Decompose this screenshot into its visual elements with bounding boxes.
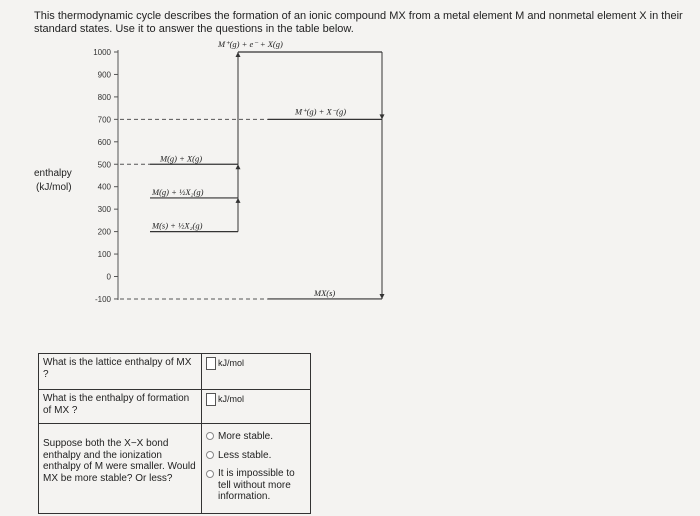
questions-table [38, 353, 311, 514]
arrowhead-icon [236, 52, 241, 57]
question-enthalpy-formation: What is the enthalpy of formation of MX ? [39, 390, 202, 424]
enthalpy-formation-input[interactable] [206, 393, 216, 406]
tick-label: 300 [97, 205, 111, 215]
lattice-enthalpy-input[interactable] [206, 357, 216, 370]
tick-label: 200 [97, 227, 111, 237]
intro-text: This thermodynamic cycle describes the formation of an ionic compound MX from a metal element M and nonmetal element X in their standard states. Use it to answer the questions in the table below. [34, 10, 683, 35]
option-more-stable[interactable]: More stable. [206, 431, 306, 443]
tick-label: 100 [97, 250, 111, 260]
option-impossible-to-tell[interactable]: It is impossible to tell without more information. [206, 468, 306, 503]
question-lattice-enthalpy: What is the lattice enthalpy of MX ? [39, 354, 202, 390]
arrowhead-icon [236, 198, 241, 203]
radio-icon[interactable] [206, 451, 214, 459]
tick-label: 700 [97, 115, 111, 125]
species-label: M⁺(g) + X⁻(g) [295, 106, 347, 117]
axis-title-enthalpy: enthalpy [34, 168, 72, 179]
lattice-enthalpy-unit: kJ/mol [218, 357, 245, 368]
tick-label: 900 [97, 70, 111, 80]
enthalpy-formation-unit: kJ/mol [218, 393, 245, 404]
species-label: MX(s) [314, 287, 336, 298]
arrowhead-icon [380, 114, 385, 119]
arrowhead-icon [236, 164, 241, 169]
radio-icon[interactable] [206, 470, 214, 478]
species-label: M(s) + ½X₂(g) [152, 220, 203, 231]
species-label: M⁺(g) + e⁻ + X(g) [218, 39, 283, 49]
tick-label: 0 [106, 272, 111, 282]
axis-title-units: (kJ/mol) [36, 182, 72, 193]
tick-label: -100 [94, 294, 111, 304]
question-stability: Suppose both the X−X bond enthalpy and the ionization enthalpy of M were smaller. Would MX be more stable? Or less? [39, 424, 202, 514]
tick-label: 800 [97, 92, 111, 102]
option-less-stable[interactable]: Less stable. [206, 450, 306, 462]
tick-label: 600 [97, 137, 111, 147]
arrowhead-icon [380, 294, 385, 299]
tick-label: 1000 [93, 48, 111, 57]
tick-label: 400 [97, 182, 111, 192]
tick-label: 500 [97, 160, 111, 170]
radio-icon[interactable] [206, 432, 214, 440]
species-label: M(g) + X(g) [160, 153, 203, 164]
species-label: M(g) + ½X₂(g) [152, 186, 204, 197]
